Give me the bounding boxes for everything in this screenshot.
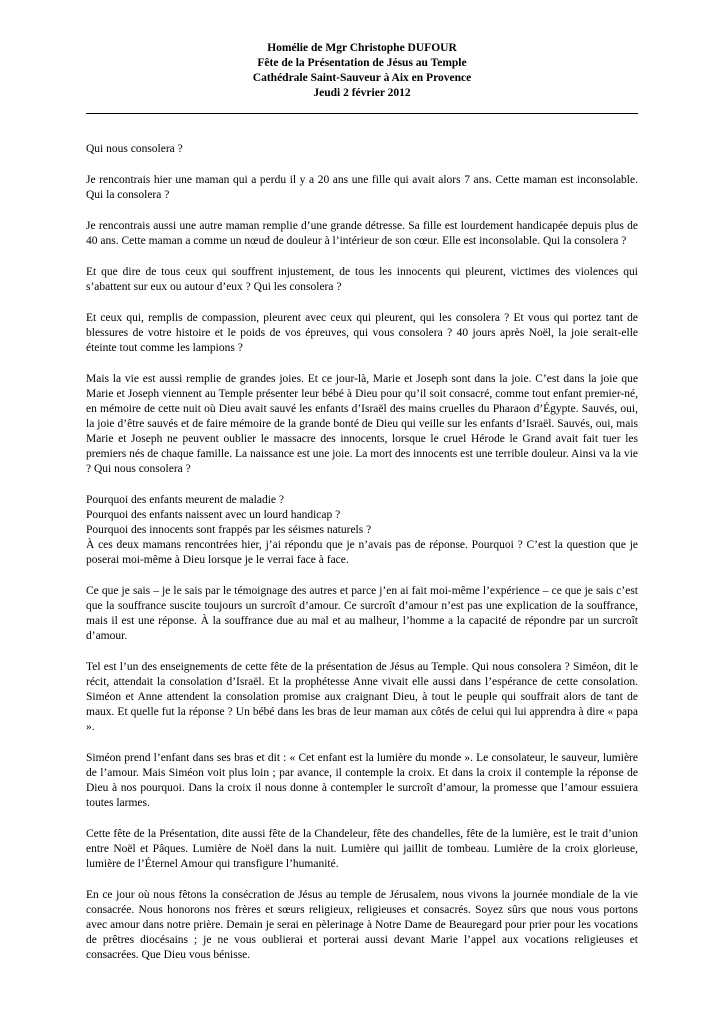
paragraph-compassion: Et ceux qui, remplis de compassion, pleurent avec ceux qui pleurent, qui les consolera ? Et vous qui portez tant de blessures de votre histoire et le poids de vos épreuves, qui vous consolera ? 40 jours après Noël, la joie serait-elle éteinte tout comme les lampions ? [86, 312, 638, 354]
header-feast: Fête de la Présentation de Jésus au Temple [257, 57, 467, 69]
header-date: Jeudi 2 février 2012 [313, 87, 411, 99]
header-location: Cathédrale Saint-Sauveur à Aix en Provence [252, 72, 472, 84]
paragraph-candlemas: Cette fête de la Présentation, dite aussi fête de la Chandeleur, fête des chandelles, fête de la lumière, est le trait d’union entre Noël et Pâques. Lumière de Noël dans la nuit. Lumière qui jaillit de tombeau. Lumière de la croix glorieuse, lumière de l’Éternel Amour qui transfigure l’humanité. [86, 828, 638, 870]
header-divider [86, 113, 638, 114]
paragraph-first-mother: Je rencontrais hier une maman qui a perdu il y a 20 ans une fille qui avait alors 7 ans. Cette maman est inconsolable. Qui la consolera ? [86, 174, 638, 201]
paragraph-second-mother: Je rencontrais aussi une autre maman remplie d’une grande détresse. Sa fille est lourdement handicapée depuis plus de 40 ans. Cette maman a comme un nœud de douleur à l’intérieur de son cœur. Elle est inconsolable. Qui la consolera ? [86, 220, 638, 247]
paragraph-joys: Mais la vie est aussi remplie de grandes joies. Et ce jour-là, Marie et Joseph sont dans la joie. C’est dans la joie que Marie et Joseph viennent au Temple présenter leur bébé à Dieu pour qu’il soit consacré, comme tout enfant premier-né, en mémoire de cette nuit où Dieu avait sauvé les enfants d’Israël des mains cruelles du Pharaon d’Égypte. Sauvés, oui, la joie d’être sauvés et de faire mémoire de la grande bonté de Dieu qui veille sur les enfants d’Israël. Sauvés, oui, mais Marie et Joseph ne peuvent oublier le massacre des innocents, lorsque le cruel Hérode le Grand avait fait tuer les premiers nés de chaque famille. La naissance est une joie. La mort des innocents est une terrible douleur. Ainsi va la vie ? Qui nous consolera ? [86, 373, 638, 475]
paragraph-innocents: Et que dire de tous ceux qui souffrent injustement, de tous les innocents qui pleurent, victimes des violences qui s’abattent sur eux ou autour d’eux ? Qui les consolera ? [86, 266, 638, 293]
paragraph-opening-question: Qui nous consolera ? [86, 143, 183, 155]
question-line: Pourquoi des enfants naissent avec un lourd handicap ? [86, 509, 341, 521]
header-title: Homélie de Mgr Christophe DUFOUR [267, 42, 457, 54]
question-line: Pourquoi des innocents sont frappés par les séismes naturels ? [86, 524, 372, 536]
question-line: Pourquoi des enfants meurent de maladie ? [86, 494, 284, 506]
document-header [86, 41, 638, 101]
homily-body [86, 142, 638, 963]
questions-block [86, 493, 638, 568]
paragraph-teaching: Tel est l’un des enseignements de cette fête de la présentation de Jésus au Temple. Qui nous consolera ? Siméon, dit le récit, attendait la consolation d’Israël. Et la prophétesse Anne vivait elle aussi dans l’espérance de cette consolation. Siméon et Anne attendent la consolation promise aux craignant Dieu, à tout le peuple qui souffrait alors de tant de maux. Et quelle fut la réponse ? Un bébé dans les bras de leur maman aux côtés de celui qui lui apprendra à dire « papa ». [86, 661, 638, 733]
document-page [86, 41, 638, 979]
paragraph-suffering: Ce que je sais – je le sais par le témoignage des autres et parce j’en ai fait moi-même l’expérience – ce que je sais c’est que la souffrance suscite toujours un surcroît d’amour. Ce surcroît d’amour n’est pas une explication de la souffrance, mais il est une réponse. À la souffrance due au mal et au malheur, l’homme a la capacité de répondre par un surcroît d’amour. [86, 585, 638, 642]
paragraph-consecrated-life: En ce jour où nous fêtons la consécration de Jésus au temple de Jérusalem, nous vivons la journée mondiale de la vie consacrée. Nous honorons nos frères et sœurs religieux, religieuses et consacrés. Soyez sûrs que nous vous portons avec amour dans notre prière. Demain je serai en pèlerinage à Notre Dame de Beauregard pour prier pour les vocations de prêtres diocésains ; je ne vous oublierai et porterai aussi devant Marie l’appel aux vocations religieuses et consacrées. Que Dieu vous bénisse. [86, 889, 638, 961]
questions-answer: À ces deux mamans rencontrées hier, j’ai répondu que je n’avais pas de réponse. Pourquoi ? C’est la question que je poserai moi-même à Dieu lorsque je le verrai face à face. [86, 539, 638, 566]
paragraph-simeon: Siméon prend l’enfant dans ses bras et dit : « Cet enfant est la lumière du monde ». Le consolateur, le sauveur, lumière de l’amour. Mais Siméon voit plus loin ; par avance, il contemple la croix. Et dans la croix il contemple la réponse de Dieu à nos pourquoi. Dans la croix il nous donne à contempler le surcroît d’amour, la promesse que l’amour essuiera toutes larmes. [86, 752, 638, 809]
